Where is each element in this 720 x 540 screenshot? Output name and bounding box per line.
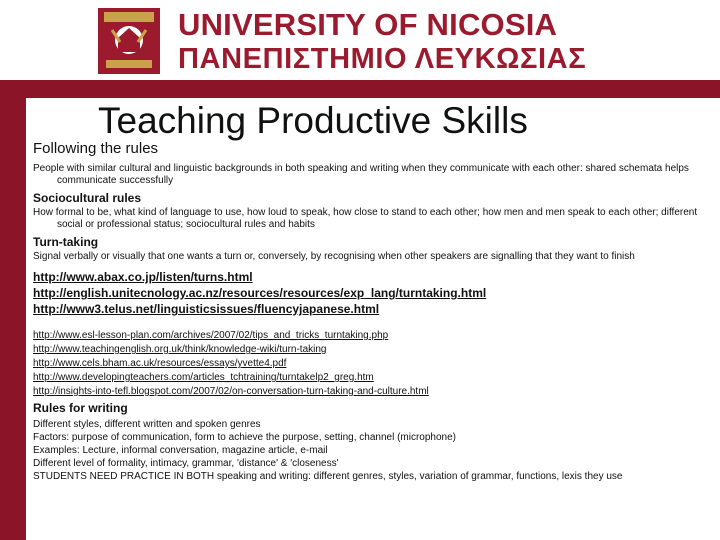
- link-unitecnology-turntaking[interactable]: http://english.unitecnology.ac.nz/resources/resources/exp_lang/turntaking.html: [33, 286, 487, 300]
- turn-taking-text: Signal verbally or visually that one wants a turn or, conversely, by recognising when other speakers are signalling that they want to finish: [33, 251, 635, 262]
- writing-line: Different styles, different written and spoken genres: [33, 419, 261, 430]
- writing-rules-list: [33, 418, 715, 483]
- university-name-english: UNIVERSITY OF NICOSIA: [178, 7, 558, 42]
- link-cels-essay[interactable]: http://www.cels.bham.ac.uk/resources/essays/yvette4.pdf: [33, 358, 287, 369]
- writing-line: Examples: Lecture, informal conversation, magazine article, e-mail: [33, 445, 328, 456]
- sociocultural-rules-text: How formal to be, what kind of language to use, how loud to speak, how close to stand to each other; how men and men speak to each other; different social or professional status; sociocultural rules and habits: [33, 207, 698, 230]
- link-telus-fluency[interactable]: http://www3.telus.net/linguisticsissues/fluencyjapanese.html: [33, 302, 380, 316]
- writing-line: Factors: purpose of communication, form to achieve the purpose, setting, channel (microphone): [33, 432, 456, 443]
- turn-taking-label: Turn-taking: [33, 235, 99, 249]
- university-crest-logo: [98, 8, 160, 74]
- writing-line: STUDENTS NEED PRACTICE IN BOTH speaking and writing: different genres, styles, variation of grammar, functions, lexis they use: [33, 471, 623, 482]
- writing-line: Different level of formality, intimacy, grammar, 'distance' & 'closeness': [33, 458, 339, 469]
- link-teachingenglish-wiki[interactable]: http://www.teachingenglish.org.uk/think/knowledge-wiki/turn-taking: [33, 344, 327, 355]
- shared-schemata-text: People with similar cultural and linguistic backgrounds in both speaking and writing when they communicate with each other: shared schemata helps communicate successfully: [33, 163, 689, 186]
- university-header: [0, 0, 720, 80]
- slide-body: [33, 140, 715, 483]
- slide-title: Teaching Productive Skills: [98, 100, 528, 141]
- sociocultural-rules-label: Sociocultural rules: [33, 191, 142, 205]
- university-name-greek: ΠΑΝΕΠΙΣΤΗΜΙΟ ΛΕΥΚΩΣΙΑΣ: [178, 43, 587, 75]
- link-insights-into-tefl[interactable]: http://insights-into-tefl.blogspot.com/2007/02/on-conversation-turn-taking-and-culture.html: [33, 386, 429, 397]
- rules-for-writing-label: Rules for writing: [33, 401, 128, 415]
- secondary-links: [33, 329, 715, 399]
- link-developingteachers[interactable]: http://www.developingteachers.com/articles_tchtraining/turntakelp2_greg.htm: [33, 372, 374, 383]
- section-heading-following-rules: Following the rules: [33, 140, 159, 157]
- primary-links: [33, 269, 715, 317]
- link-abax-turns[interactable]: http://www.abax.co.jp/listen/turns.html: [33, 270, 253, 284]
- link-esl-lesson-plan[interactable]: http://www.esl-lesson-plan.com/archives/2007/02/tips_and_tricks_turntaking.php: [33, 330, 389, 341]
